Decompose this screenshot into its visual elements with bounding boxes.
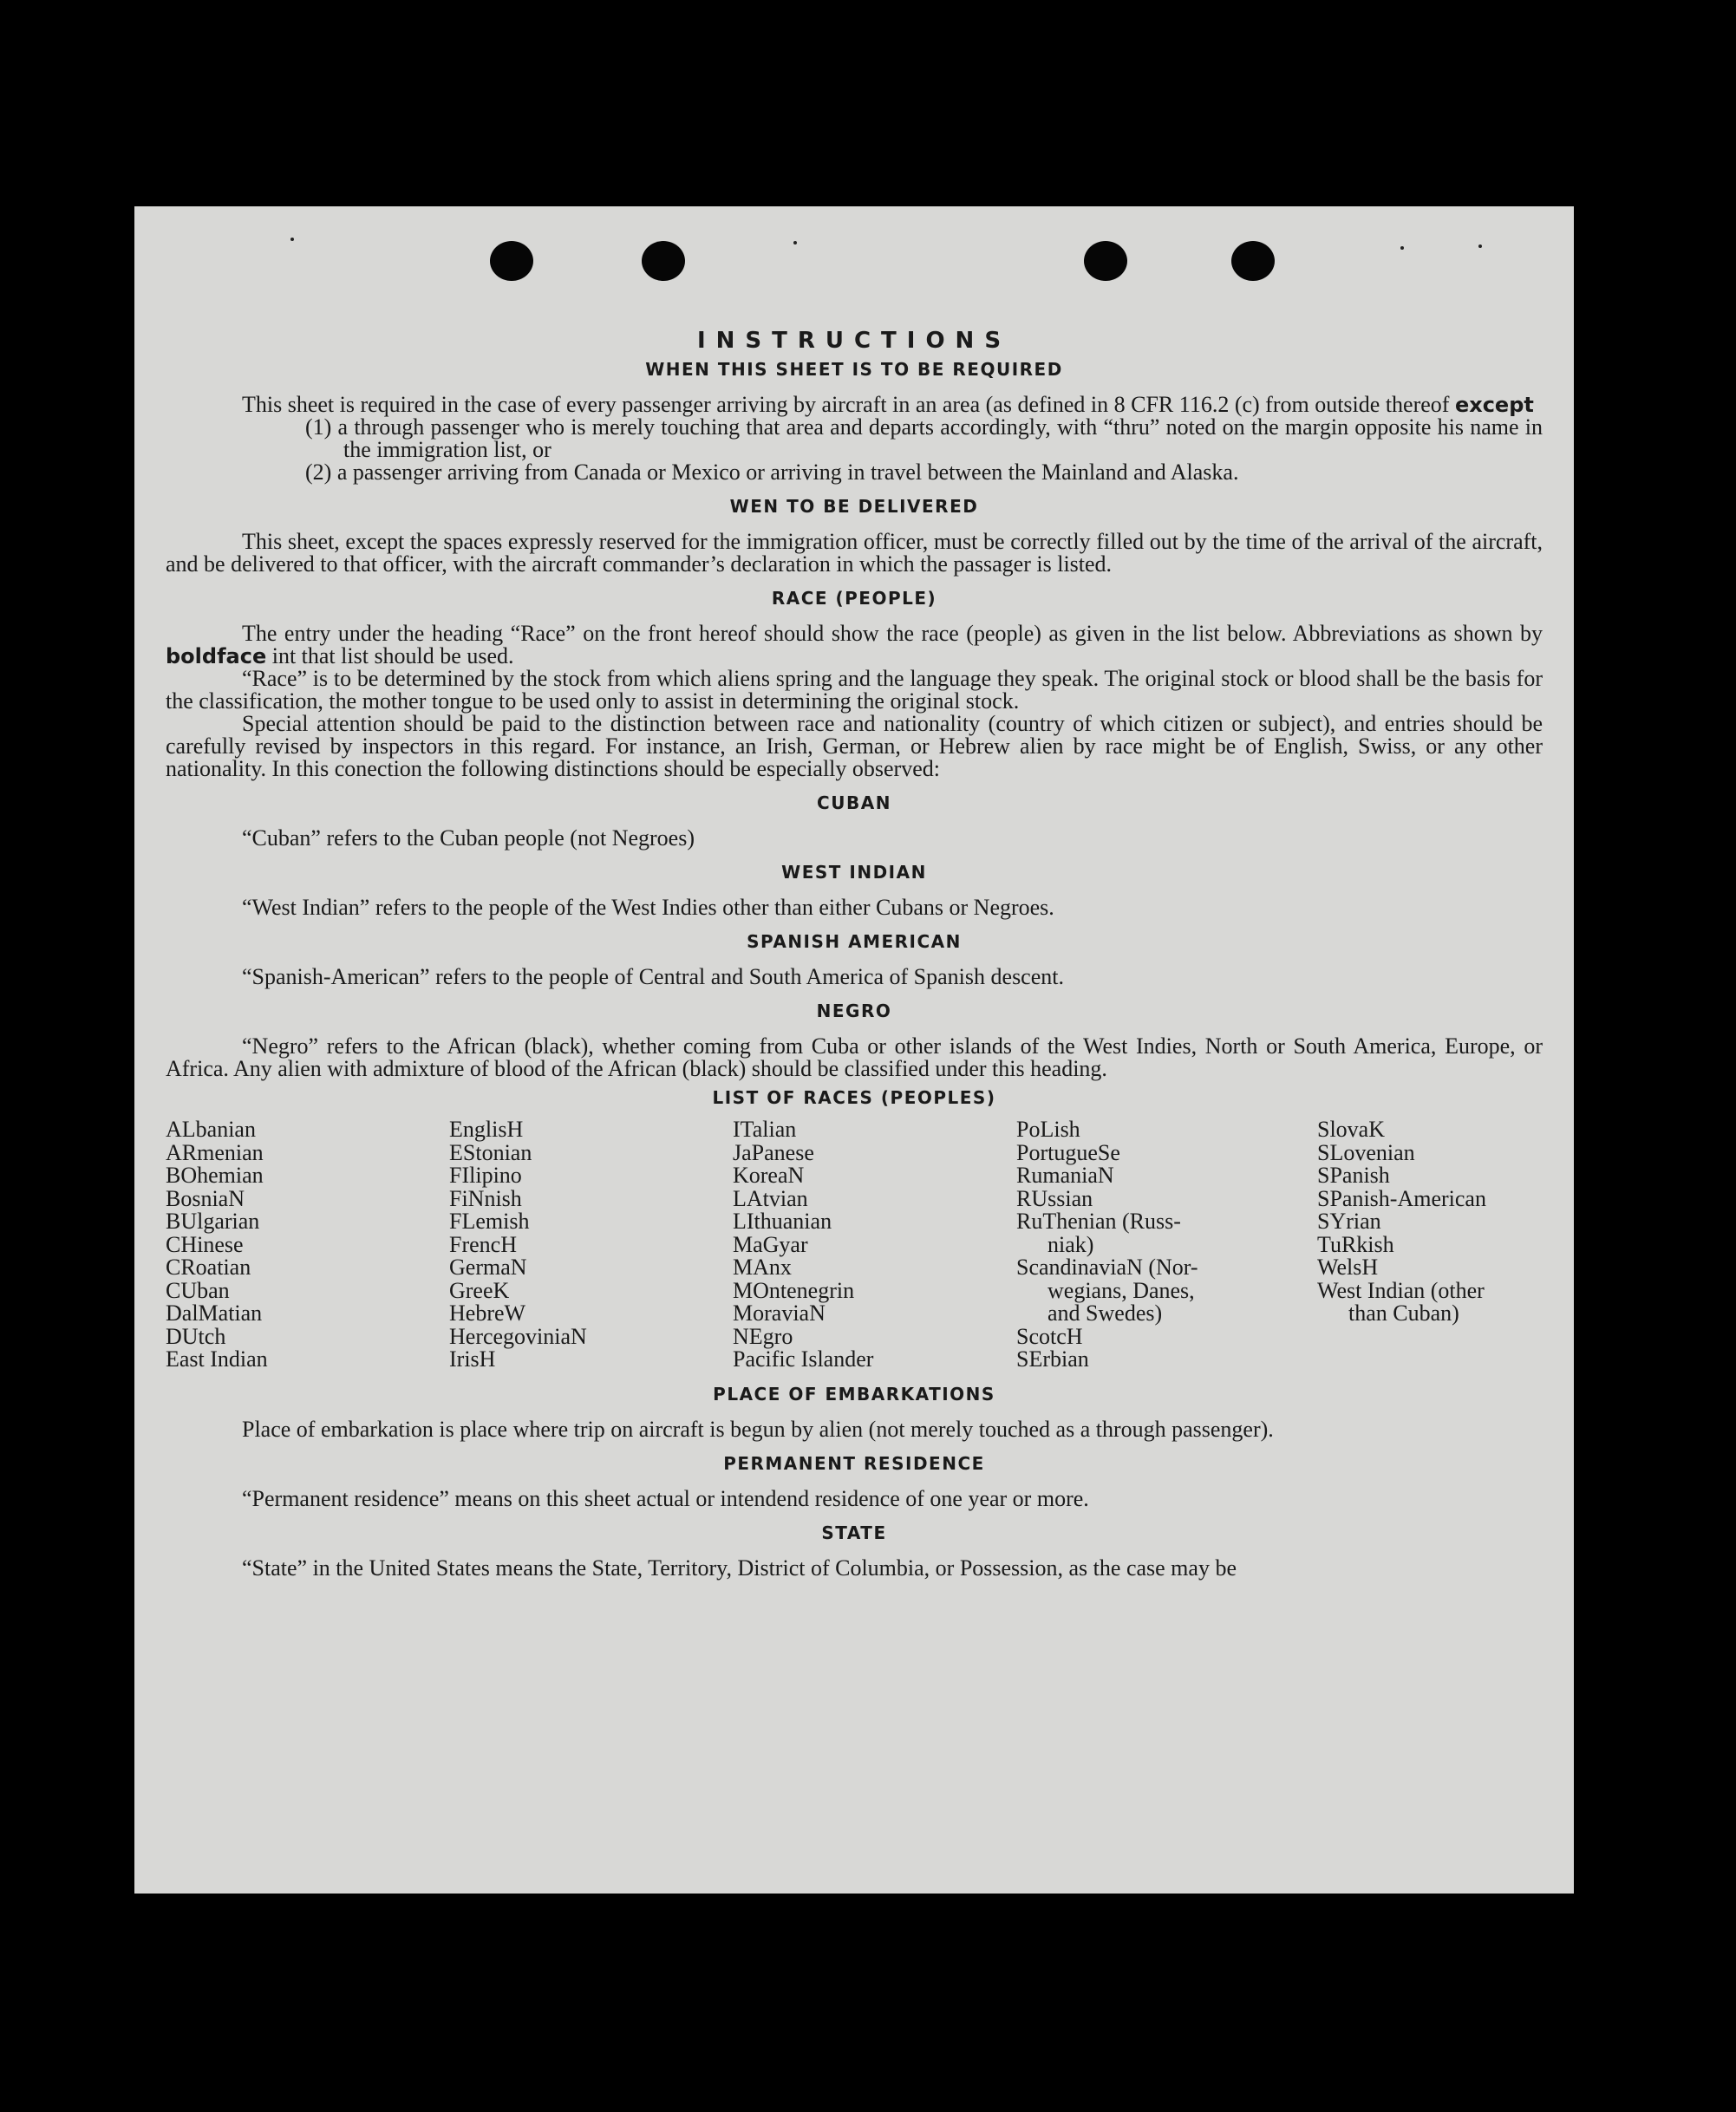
race-item: NEgro (733, 1323, 793, 1349)
race-item: CRoatian (166, 1255, 251, 1280)
race-item: HercegoviniaN (449, 1323, 587, 1349)
speck (1400, 246, 1404, 250)
race-item: SlovaK (1317, 1117, 1385, 1142)
paragraph-race-2: “Race” is to be determined by the stock from which aliens spring and the language they speak. The original stock or blood shall be the basis for the classification, the mother tongue to be used only to assist in determining the original stock. (166, 666, 1543, 714)
page-title: INSTRUCTIONS (696, 328, 1012, 354)
race-item: GreeK (449, 1277, 510, 1303)
heading-west-indian: WEST INDIAN (781, 862, 927, 883)
paragraph-embarkation: Place of embarkation is place where trip on aircraft is begun by alien (not merely touched as a through passenger). (242, 1416, 1274, 1442)
race-item: BosniaN (166, 1185, 245, 1211)
race-item: HebreW (449, 1300, 526, 1326)
instructions-content (166, 328, 1543, 1580)
race-item: SErbian (1016, 1346, 1089, 1372)
race-item: ScandinaviaN (Nor- (1016, 1255, 1198, 1280)
race-item: FIlipino (449, 1163, 522, 1188)
heading-when-required: WHEN THIS SHEET IS TO BE REQUIRED (645, 359, 1063, 380)
bold-except: except (1454, 393, 1534, 417)
races-column-1 (166, 1118, 426, 1372)
races-table (166, 1118, 1543, 1372)
list-item-2: (2) a passenger arriving from Canada or Mexico or arriving in travel between the Mainland and Alaska. (305, 460, 1239, 485)
race-item: MoraviaN (733, 1300, 826, 1326)
paragraph-cuban: “Cuban” refers to the Cuban people (not Negroes) (242, 825, 695, 851)
race-item: PoLish (1016, 1117, 1080, 1142)
paragraph-when-required: This sheet is required in the case of every passenger arriving by aircraft in an area (as defined in 8 CFR 116.2 (c) from outside thereof except (242, 392, 1534, 417)
paragraph-when-delivered: This sheet, except the spaces expressly reserved for the immigration officer, must be correctly filled out by the time of the arrival of the aircraft, and be delivered to that officer, with the aircraft commander’s declaration in which the passager is listed. (166, 529, 1543, 577)
speck (1478, 244, 1482, 248)
race-item: FiNnish (449, 1185, 522, 1211)
paragraph-west-indian: “West Indian” refers to the people of the West Indies other than either Cubans or Negroes. (242, 895, 1054, 920)
race-item: CUban (166, 1277, 230, 1303)
race-item: ScotcH (1016, 1323, 1083, 1349)
paragraph-race-1: The entry under the heading “Race” on the front hereof should show the race (people) as given in the list below. Abbreviations as shown by boldface int that list should be used. (166, 621, 1543, 668)
punch-hole (490, 241, 533, 281)
race-item: FLemish (449, 1209, 530, 1234)
race-item: BOhemian (166, 1163, 264, 1188)
race-item: BUlgarian (166, 1209, 260, 1234)
race-item: RuThenian (Russ- (1016, 1209, 1181, 1234)
race-item: MaGyar (733, 1231, 808, 1257)
races-column-4 (1016, 1118, 1294, 1372)
race-item: SPanish-American (1317, 1185, 1486, 1211)
race-item: and Swedes) (1047, 1300, 1163, 1326)
race-item: FrencH (449, 1231, 517, 1257)
races-column-3 (733, 1118, 993, 1372)
race-item: TuRkish (1317, 1231, 1394, 1257)
document-sheet (134, 206, 1574, 1894)
race-item: ALbanian (166, 1117, 256, 1142)
heading-state: STATE (821, 1522, 887, 1543)
heading-permanent-residence: PERMANENT RESIDENCE (723, 1452, 985, 1474)
heading-race: RACE (PEOPLE) (771, 588, 937, 609)
punch-hole (1231, 241, 1275, 281)
race-item: IrisH (449, 1346, 496, 1372)
punch-hole (642, 241, 685, 281)
race-item: LIthuanian (733, 1209, 832, 1234)
race-item: RUssian (1016, 1185, 1093, 1211)
list-item-1: (1) a through passenger who is merely touching that area and departs accordingly, with “thru” noted on the margin opposite his name in the immigration list, or (305, 414, 1543, 462)
races-column-5 (1317, 1118, 1543, 1372)
race-item: ITalian (733, 1117, 797, 1142)
paragraph-permanent-residence: “Permanent residence” means on this sheet actual or intendend residence of one year or more. (242, 1485, 1089, 1511)
race-item: MAnx (733, 1255, 792, 1280)
races-column-2 (449, 1118, 709, 1372)
race-item: SLovenian (1317, 1139, 1415, 1165)
paragraph-negro: “Negro” refers to the African (black), whether coming from Cuba or other islands of the West Indies, North or South America, Europe, or Africa. Any alien with admixture of blood of the African (black) should be classified under this heading. (166, 1033, 1543, 1081)
race-item: DalMatian (166, 1300, 263, 1326)
paragraph-race-3: Special attention should be paid to the distinction between race and nationality (country of which citizen or subject), and entries should be carefully revised by inspectors in this regard. For instance, an Irish, German, or Hebrew alien by race might be of English, Swiss, or any other nationality. In this conection the following distinctions should be especially observed: (166, 711, 1543, 781)
race-item: EStonian (449, 1139, 532, 1165)
race-item: JaPanese (733, 1139, 814, 1165)
race-item: EnglisH (449, 1117, 524, 1142)
race-item: MOntenegrin (733, 1277, 855, 1303)
race-item: WelsH (1317, 1255, 1379, 1280)
heading-when-delivered: WEN TO BE DELIVERED (729, 496, 979, 517)
heading-negro: NEGRO (816, 1001, 892, 1021)
speck (793, 241, 797, 244)
race-item: West Indian (other (1317, 1277, 1485, 1303)
race-item: SYrian (1317, 1209, 1381, 1234)
race-item: KoreaN (733, 1163, 805, 1188)
race-item: wegians, Danes, (1047, 1277, 1195, 1303)
paragraph-state: “State” in the United States means the State, Territory, District of Columbia, or Possession, as the case may be (242, 1555, 1237, 1581)
race-item: East Indian (166, 1346, 268, 1372)
race-item: than Cuban) (1348, 1300, 1459, 1326)
heading-embarkation: PLACE OF EMBARKATIONS (713, 1383, 995, 1405)
race-item: DUtch (166, 1323, 226, 1349)
speck (290, 238, 294, 241)
race-item: RumaniaN (1016, 1163, 1114, 1188)
race-item: GermaN (449, 1255, 527, 1280)
heading-spanish-american: SPANISH AMERICAN (747, 931, 962, 952)
race-item: CHinese (166, 1231, 244, 1257)
race-item: PortugueSe (1016, 1139, 1120, 1165)
heading-cuban: CUBAN (817, 792, 891, 813)
heading-list-of-races: LIST OF RACES (PEOPLES) (712, 1087, 996, 1108)
race-item: ARmenian (166, 1139, 264, 1165)
race-item: LAtvian (733, 1185, 808, 1211)
race-item: niak) (1047, 1231, 1094, 1257)
race-item: Pacific Islander (733, 1346, 874, 1372)
paragraph-spanish-american: “Spanish-American” refers to the people of Central and South America of Spanish descent. (242, 964, 1064, 989)
punch-hole (1084, 241, 1127, 281)
bold-boldface: boldface (166, 644, 267, 668)
race-item: SPanish (1317, 1163, 1390, 1188)
